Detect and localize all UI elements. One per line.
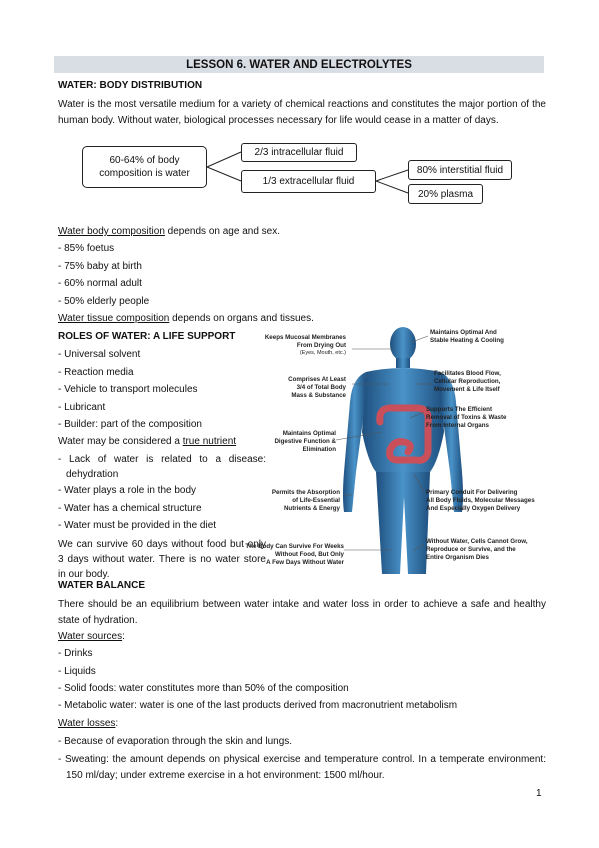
balance-intro: There should be an equilibrium between water intake and water loss in order to achieve a safe and healthy state of hydration.	[58, 599, 546, 626]
nutrient-item: - Water must be provided in the diet	[58, 520, 217, 531]
callout-line: Without Food, But Only	[274, 550, 344, 558]
source-item: - Solid foods: water constitutes more than 50% of the composition	[58, 683, 349, 694]
root-line-2: composition is water	[99, 168, 190, 179]
losses-label	[58, 718, 118, 731]
callout-line: Supports The Efficient	[426, 406, 493, 413]
callout-line: Cellular Reproduction,	[434, 377, 501, 385]
callout-heating	[430, 329, 504, 345]
nutrient-item: - Water plays a role in the body	[58, 485, 197, 496]
tissue-underlined: Water tissue composition	[58, 313, 170, 324]
callout-line: The Body Can Survive For Weeks	[245, 543, 344, 550]
intracellular-label: 2/3 intracellular fluid	[254, 147, 344, 158]
sources-label	[58, 631, 125, 644]
callout-blood-flow	[434, 370, 501, 393]
callout-cells	[426, 538, 528, 561]
callout-line: 3/4 of Total Body	[296, 383, 346, 391]
sources-underlined: Water sources	[58, 631, 123, 642]
composition-lead	[58, 226, 280, 239]
intro-paragraph: Water is the most versatile medium for a variety of chemical reactions and constitutes the major portion of the human body. Without water, biological processes necessary for life would cease in a matter of days.	[58, 99, 546, 126]
callout-line: Permits the Absorption	[271, 489, 340, 496]
sweating-item: - Sweating: the amount depends on physical exercise and temperature control. In a temperate environment: 150 ml/day; under extreme exercise in a hot environment: 1500 ml/hour.	[58, 754, 546, 781]
callout-toxins	[426, 406, 506, 429]
callout-line: Elimination	[302, 445, 336, 453]
plasma-box	[408, 184, 483, 204]
callout-line: Facilitates Blood Flow,	[434, 370, 501, 377]
nutrient-lead	[58, 436, 236, 449]
callout-line: Maintains Optimal And	[430, 329, 497, 336]
callout-line: of Life-Essential	[292, 496, 340, 504]
callout-line: Stable Heating & Cooling	[430, 336, 504, 344]
composition-item: - 75% baby at birth	[58, 261, 142, 272]
survive-paragraph: We can survive 60 days without food but only 3 days without water. There is no water store in our body.	[58, 539, 266, 580]
source-item: - Metabolic water: water is one of the last products derived from macronutrient metabolism	[58, 700, 458, 711]
callout-line: All Body Fluids, Molecular Messages	[426, 496, 535, 504]
callout-line: Nutrients & Energy	[283, 504, 340, 512]
composition-item: - 60% normal adult	[58, 278, 142, 289]
plasma-label: 20% plasma	[417, 188, 474, 200]
callout-line: Movement & Life Itself	[434, 385, 500, 393]
extracellular-label: 1/3 extracellular fluid	[262, 176, 355, 187]
callout-line: Primary Conduit For Delivering	[426, 489, 518, 496]
callout-line: From Internal Organs	[426, 421, 489, 429]
callout-line: (Eyes, Mouth, etc.)	[299, 349, 346, 356]
composition-lead-underlined: Water body composition	[58, 226, 165, 237]
callout-line: Digestive Function &	[274, 437, 336, 445]
nutrient-item: - Water has a chemical structure	[58, 503, 202, 514]
page-title: LESSON 6. WATER AND ELECTROLYTES	[186, 59, 412, 71]
callout-line: Mass & Substance	[291, 391, 346, 399]
callout-line: And Especially Oxygen Delivery	[426, 504, 521, 512]
loss-item: - Because of evaporation through the skin and lungs.	[58, 736, 293, 747]
callout-survive	[245, 543, 344, 566]
tissue-rest: depends on organs and tissues.	[169, 313, 314, 324]
sources-colon: :	[122, 631, 125, 642]
losses-colon: :	[115, 718, 119, 729]
callout-line: Entire Organism Dies	[426, 553, 489, 561]
composition-lead-rest: depends on age and sex.	[164, 226, 280, 237]
roles-heading: ROLES OF WATER: A LIFE SUPPORT	[58, 331, 236, 342]
callout-line: Maintains Optimal	[282, 430, 336, 437]
root-line-1: 60-64% of body	[109, 155, 180, 166]
callout-line: From Drying Out	[296, 341, 346, 349]
callout-line: Reproduce or Survive, and the	[426, 545, 516, 553]
composition-item: - 50% elderly people	[58, 296, 150, 307]
source-item: - Drinks	[58, 648, 93, 659]
callout-line: Keeps Mucosal Membranes	[264, 334, 346, 341]
composition-item: - 85% foetus	[58, 243, 115, 254]
callout-line: A Few Days Without Water	[266, 558, 344, 566]
nutrient-item: - Lack of water is related to a disease: dehydration	[58, 454, 266, 480]
intracellular-box	[241, 143, 357, 162]
title-bar	[54, 56, 544, 73]
callout-mucosal	[265, 334, 346, 356]
water-composition-box	[82, 146, 207, 188]
callout-line: Removal of Toxins & Waste	[426, 413, 507, 421]
losses-underlined: Water losses	[58, 718, 116, 729]
role-item: - Reaction media	[58, 367, 134, 378]
page-number: 1	[536, 788, 542, 799]
interstitial-box	[408, 160, 512, 180]
callout-absorption	[272, 489, 340, 512]
balance-heading: WATER BALANCE	[58, 580, 146, 591]
role-item: - Vehicle to transport molecules	[58, 384, 198, 395]
role-item: - Lubricant	[58, 402, 106, 413]
nutrient-underlined: true nutrient	[182, 436, 237, 447]
callout-line: Without Water, Cells Cannot Grow,	[426, 538, 528, 545]
section-heading-distribution: WATER: BODY DISTRIBUTION	[58, 80, 203, 91]
extracellular-box	[241, 170, 376, 193]
role-item: - Universal solvent	[58, 349, 141, 360]
body-water-illustration	[245, 322, 558, 574]
callout-line: Comprises At Least	[288, 376, 346, 383]
callout-conduit	[426, 489, 535, 512]
nutrient-lead-text: Water may be considered a	[58, 436, 183, 447]
source-item: - Liquids	[58, 666, 96, 677]
callout-body-mass	[288, 376, 346, 399]
callout-digestive	[274, 430, 336, 453]
interstitial-label: 80% interstitial fluid	[416, 164, 504, 176]
role-item: - Builder: part of the composition	[58, 419, 202, 430]
